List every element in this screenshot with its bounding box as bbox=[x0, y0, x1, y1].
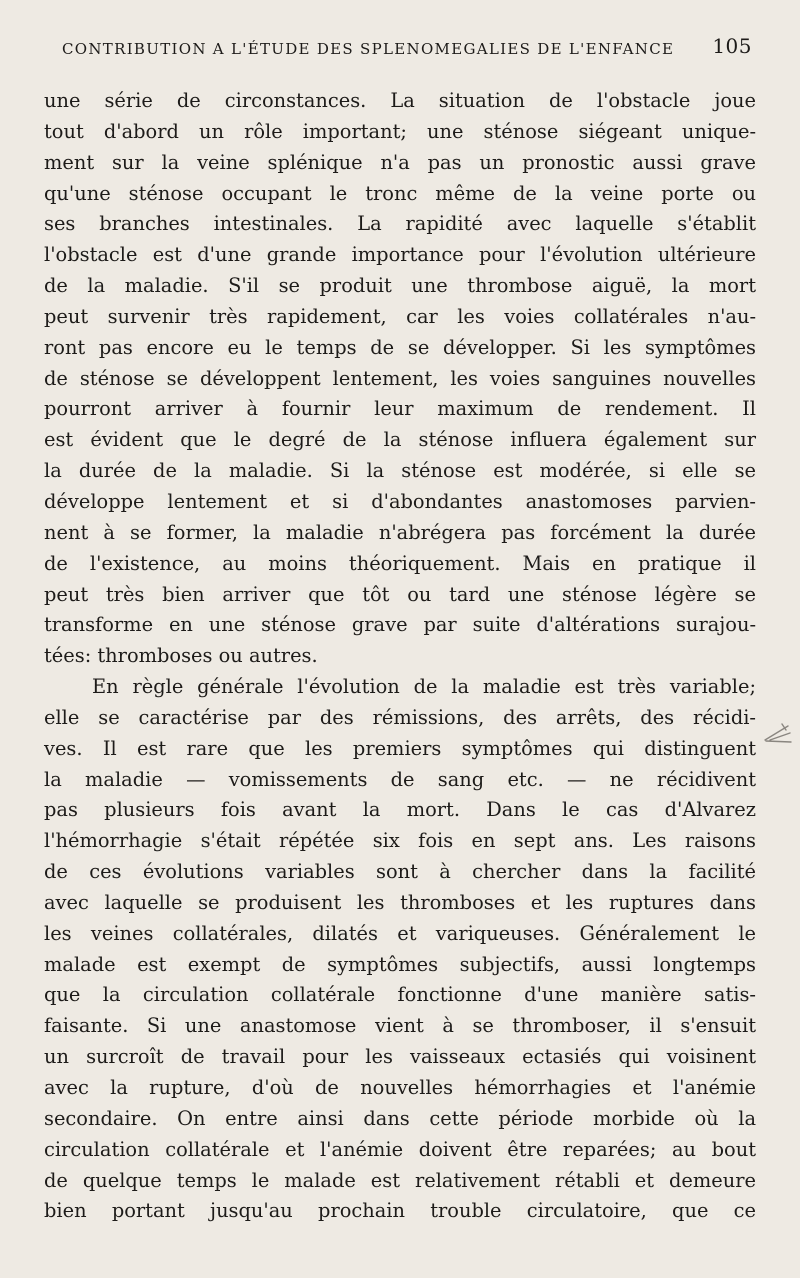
text-line: avec laquelle se produisent les thromboses et les ruptures dans bbox=[44, 890, 756, 914]
text-line: ront pas encore eu le temps de se développer. Si les symptômes bbox=[44, 335, 756, 359]
text-line: peut survenir très rapidement, car les voies collatérales n'au- bbox=[44, 304, 756, 328]
text-line: un surcroît de travail pour les vaisseaux ectasiés qui voisinent bbox=[44, 1045, 756, 1069]
text-line: elle se caractérise par des rémissions, des arrêts, des récidi- bbox=[44, 705, 756, 729]
text-line: de ces évolutions variables sont à chercher dans la facilité bbox=[44, 860, 756, 884]
text-line: de l'existence, au moins théoriquement. Mais en pratique il bbox=[44, 551, 756, 575]
pencil-margin-mark bbox=[762, 720, 794, 744]
text-line: de la maladie. S'il se produit une thrombose aiguë, la mort bbox=[44, 274, 756, 298]
text-line: la maladie — vomissements de sang etc. — ne récidivent bbox=[44, 767, 756, 791]
text-line: de quelque temps le malade est relativement rétabli et demeure bbox=[44, 1168, 756, 1192]
text-line: avec la rupture, d'où de nouvelles hémorrhagies et l'anémie bbox=[44, 1076, 756, 1099]
text-line: une série de circonstances. La situation de l'obstacle joue bbox=[44, 89, 756, 112]
text-line: que la circulation collatérale fonctionne d'une manière satis- bbox=[44, 983, 756, 1007]
text-line: ves. Il est rare que les premiers symptômes qui distinguent bbox=[44, 736, 756, 760]
text-line: développe lentement et si d'abondantes anastomoses parvien- bbox=[44, 489, 756, 513]
paragraph-end-line: tées: thromboses ou autres. bbox=[44, 644, 318, 668]
text-line: pas plusieurs fois avant la mort. Dans le cas d'Alvarez bbox=[44, 798, 756, 822]
text-line: circulation collatérale et l'anémie doivent être reparées; au bout bbox=[44, 1137, 756, 1161]
text-line: l'hémorrhagie s'était répétée six fois en sept ans. Les raisons bbox=[44, 829, 756, 853]
running-title: CONTRIBUTION A L'ÉTUDE DES SPLENOMEGALIES DE L'ENFANCE bbox=[62, 40, 675, 58]
text-line: est évident que le degré de la sténose influera également sur bbox=[44, 428, 756, 452]
text-line: qu'une sténose occupant le tronc même de la veine porte ou bbox=[44, 181, 756, 205]
text-line: ment sur la veine splénique n'a pas un pronostic aussi grave bbox=[44, 150, 756, 174]
running-header bbox=[0, 34, 800, 64]
text-line: nent à se former, la maladie n'abrégera pas forcément la durée bbox=[44, 520, 756, 544]
body-text bbox=[44, 86, 756, 1227]
text-line: les veines collatérales, dilatés et variqueuses. Généralement le bbox=[44, 921, 756, 945]
text-line: la durée de la maladie. Si la sténose est modérée, si elle se bbox=[44, 459, 756, 483]
text-line: bien portant jusqu'au prochain trouble circulatoire, que ce bbox=[44, 1199, 756, 1223]
page-number: 105 bbox=[712, 34, 752, 58]
text-line: l'obstacle est d'une grande importance pour l'évolution ultérieure bbox=[44, 243, 756, 267]
text-line: malade est exempt de symptômes subjectifs, aussi longtemps bbox=[44, 952, 756, 976]
text-line: pourront arriver à fournir leur maximum de rendement. Il bbox=[44, 397, 756, 421]
text-line: tout d'abord un rôle important; une sténose siégeant unique- bbox=[44, 119, 756, 143]
text-line: de sténose se développent lentement, les voies sanguines nouvelles bbox=[44, 366, 756, 390]
paragraph-first-line: En règle générale l'évolution de la maladie est très variable; bbox=[92, 675, 756, 699]
text-line: secondaire. On entre ainsi dans cette période morbide où la bbox=[44, 1106, 756, 1130]
text-line: ses branches intestinales. La rapidité avec laquelle s'établit bbox=[44, 212, 756, 236]
text-line: faisante. Si une anastomose vient à se thromboser, il s'ensuit bbox=[44, 1014, 756, 1038]
text-line: peut très bien arriver que tôt ou tard une sténose légère se bbox=[44, 582, 756, 606]
text-line: transforme en une sténose grave par suite d'altérations surajou- bbox=[44, 613, 756, 637]
